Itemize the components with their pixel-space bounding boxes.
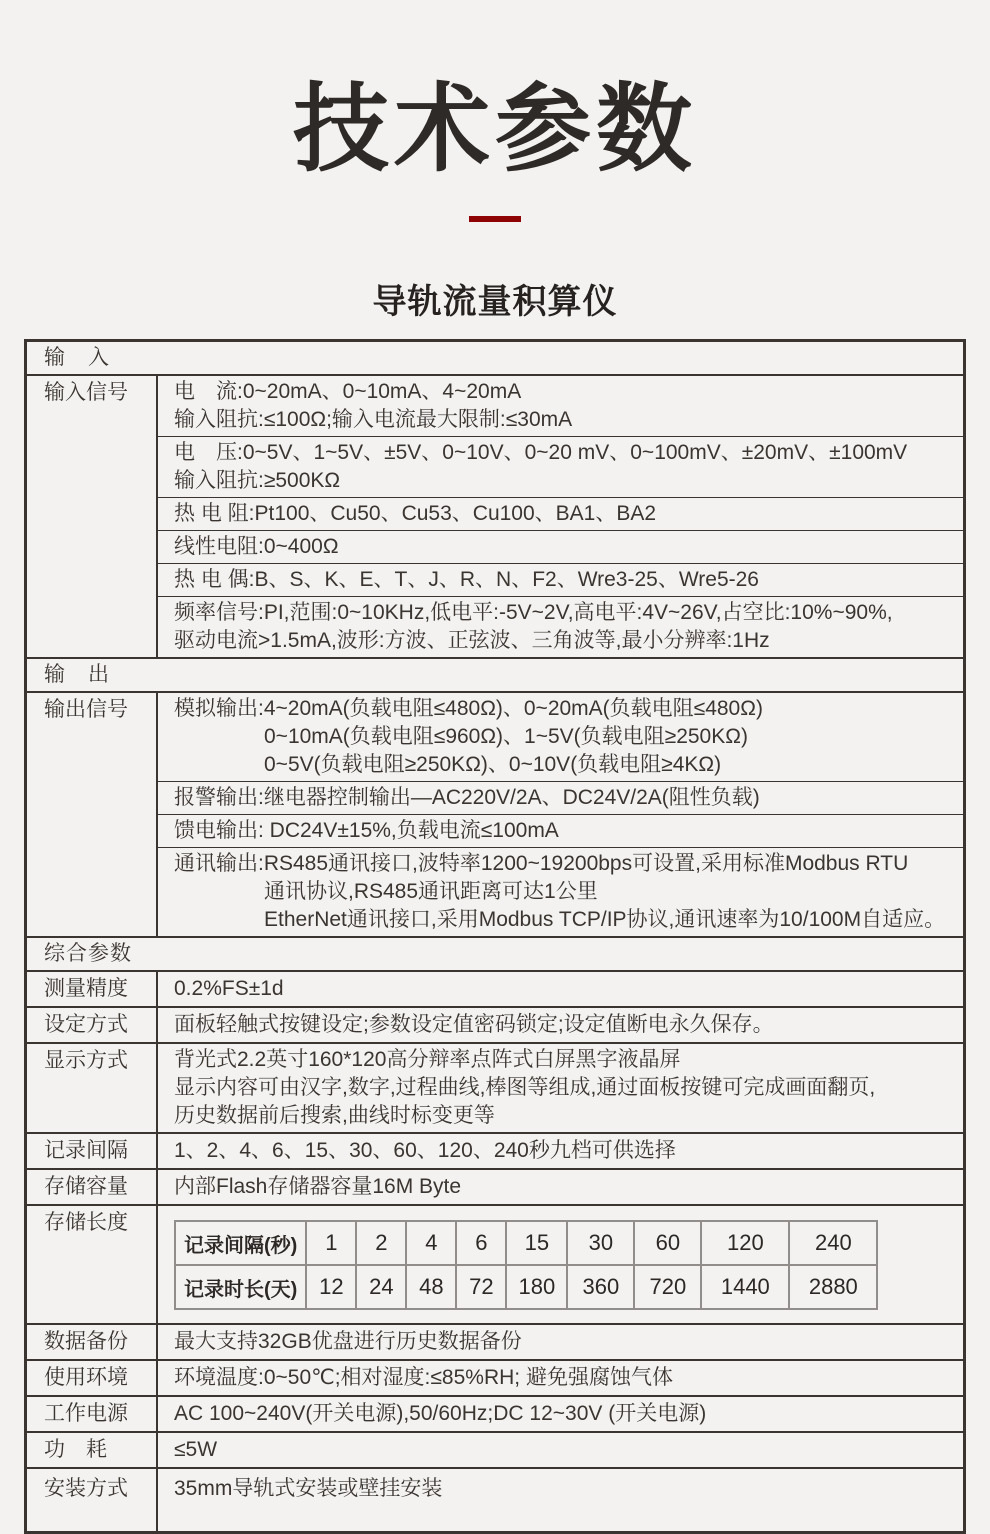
row-output-signal bbox=[27, 691, 963, 936]
subrow-voltage bbox=[158, 436, 963, 497]
row-label: 设定方式 bbox=[44, 1013, 128, 1036]
spec-line: ≤5W bbox=[156, 1433, 963, 1467]
duration-cell: 48 bbox=[406, 1265, 456, 1309]
storage-duration-label: 记录时长(天) bbox=[175, 1265, 306, 1309]
interval-cell: 4 bbox=[406, 1221, 456, 1265]
storage-interval-row bbox=[175, 1221, 877, 1265]
section-header-input bbox=[27, 342, 963, 374]
interval-cell: 6 bbox=[456, 1221, 506, 1265]
title-accent-dash bbox=[469, 216, 521, 222]
storage-duration-row bbox=[175, 1265, 877, 1309]
duration-cell: 24 bbox=[356, 1265, 406, 1309]
spec-line: 通讯输出:RS485通讯接口,波特率1200~19200bps可设置,采用标准Modbus RTU bbox=[174, 852, 909, 875]
row-label: 输入信号 bbox=[44, 381, 128, 404]
duration-cell: 72 bbox=[456, 1265, 506, 1309]
spec-line: 频率信号:PI,范围:0~10KHz,低电平:-5V~2V,高电平:4V~26V,占空比:10%~90%, bbox=[174, 601, 893, 624]
spec-line: 0~10mA(负载电阻≤960Ω)、1~5V(负载电阻≥250KΩ) bbox=[264, 725, 748, 748]
row-data-backup bbox=[27, 1323, 963, 1359]
spec-line: 历史数据前后搜索,曲线时标变更等 bbox=[174, 1104, 495, 1127]
subrow-alarm-output bbox=[158, 781, 963, 814]
section-header-label: 输 出 bbox=[44, 663, 110, 686]
spec-line: 通讯协议,RS485通讯距离可达1公里 bbox=[264, 880, 598, 903]
subrow-frequency bbox=[158, 596, 963, 657]
interval-cell: 1 bbox=[306, 1221, 356, 1265]
spec-line: AC 100~240V(开关电源),50/60Hz;DC 12~30V (开关电源) bbox=[156, 1397, 963, 1431]
row-record-interval bbox=[27, 1132, 963, 1168]
duration-cell: 360 bbox=[567, 1265, 634, 1309]
section-header-label: 综合参数 bbox=[44, 942, 132, 965]
row-value-group bbox=[156, 376, 963, 657]
row-setting-method bbox=[27, 1006, 963, 1042]
row-label: 存储容量 bbox=[44, 1175, 128, 1198]
row-power-consumption bbox=[27, 1431, 963, 1467]
duration-cell: 720 bbox=[634, 1265, 701, 1309]
subrow-linear-resistance bbox=[158, 530, 963, 563]
spec-line: 热 电 偶:B、S、K、E、T、J、R、N、F2、Wre3-25、Wre5-26 bbox=[174, 568, 759, 591]
spec-line: 内部Flash存储器容量16M Byte bbox=[156, 1170, 963, 1204]
section-header-output bbox=[27, 657, 963, 691]
spec-line: 馈电输出: DC24V±15%,负载电流≤100mA bbox=[174, 819, 559, 842]
subrow-analog-output bbox=[158, 693, 963, 781]
subrow-comm-output bbox=[158, 847, 963, 936]
spec-line: EtherNet通讯接口,采用Modbus TCP/IP协议,通讯速率为10/100M自适应。 bbox=[264, 908, 946, 931]
subrow-rtd bbox=[158, 497, 963, 530]
row-label: 测量精度 bbox=[44, 977, 128, 1000]
spec-line: 1、2、4、6、15、30、60、120、240秒九档可供选择 bbox=[156, 1134, 963, 1168]
spec-line: 电 压:0~5V、1~5V、±5V、0~10V、0~20 mV、0~100mV、±20mV、±100mV bbox=[174, 441, 908, 464]
row-environment bbox=[27, 1359, 963, 1395]
interval-cell: 15 bbox=[506, 1221, 567, 1265]
row-input-signal bbox=[27, 374, 963, 657]
subrow-feed-output bbox=[158, 814, 963, 847]
spec-line: 面板轻触式按键设定;参数设定值密码锁定;设定值断电永久保存。 bbox=[156, 1008, 963, 1042]
row-label: 记录间隔 bbox=[44, 1139, 128, 1162]
spec-line: 输入阻抗:≤100Ω;输入电流最大限制:≤30mA bbox=[174, 408, 573, 431]
interval-cell: 120 bbox=[701, 1221, 789, 1265]
row-label: 功 耗 bbox=[44, 1438, 107, 1461]
row-installation bbox=[27, 1467, 963, 1531]
row-label: 显示方式 bbox=[44, 1049, 128, 1072]
storage-table-wrap bbox=[158, 1206, 963, 1323]
page-title: 技术参数 bbox=[293, 76, 697, 183]
row-label: 存储长度 bbox=[44, 1211, 128, 1234]
duration-cell: 12 bbox=[306, 1265, 356, 1309]
spec-line: 驱动电流>1.5mA,波形:方波、正弦波、三角波等,最小分辨率:1Hz bbox=[174, 629, 770, 652]
spec-line: 显示内容可由汉字,数字,过程曲线,棒图等组成,通过面板按键可完成画面翻页, bbox=[174, 1076, 876, 1099]
spec-line: 电 流:0~20mA、0~10mA、4~20mA bbox=[174, 380, 522, 403]
subrow-display bbox=[158, 1044, 963, 1132]
duration-cell: 180 bbox=[506, 1265, 567, 1309]
spec-table bbox=[24, 339, 966, 1534]
spec-line: 35mm导轨式安装或壁挂安装 bbox=[156, 1469, 963, 1531]
row-value-group bbox=[156, 1044, 963, 1132]
row-label: 输出信号 bbox=[44, 698, 128, 721]
row-value-group bbox=[156, 1206, 963, 1323]
row-label: 工作电源 bbox=[44, 1402, 128, 1425]
row-storage-capacity bbox=[27, 1168, 963, 1204]
row-value-group bbox=[156, 693, 963, 936]
product-name-subtitle: 导轨流量积算仪 bbox=[372, 283, 618, 321]
subrow-thermocouple bbox=[158, 563, 963, 596]
spec-line: 线性电阻:0~400Ω bbox=[174, 535, 339, 558]
duration-cell: 1440 bbox=[701, 1265, 789, 1309]
subrow-current bbox=[158, 376, 963, 436]
section-header-label: 输 入 bbox=[44, 346, 110, 369]
storage-length-table bbox=[174, 1220, 878, 1310]
spec-line: 背光式2.2英寸160*120高分辩率点阵式白屏黑字液晶屏 bbox=[174, 1048, 681, 1071]
row-display-method bbox=[27, 1042, 963, 1132]
row-label: 数据备份 bbox=[44, 1330, 128, 1353]
row-power-supply bbox=[27, 1395, 963, 1431]
spec-line: 环境温度:0~50℃;相对湿度:≤85%RH; 避免强腐蚀气体 bbox=[156, 1361, 963, 1395]
interval-cell: 30 bbox=[567, 1221, 634, 1265]
interval-cell: 2 bbox=[356, 1221, 406, 1265]
header-block bbox=[0, 0, 990, 323]
row-label: 使用环境 bbox=[44, 1366, 128, 1389]
spec-line: 0~5V(负载电阻≥250KΩ)、0~10V(负载电阻≥4KΩ) bbox=[264, 753, 722, 776]
spec-line: 报警输出:继电器控制输出—AC220V/2A、DC24V/2A(阻性负载) bbox=[174, 786, 760, 809]
row-label: 安装方式 bbox=[44, 1477, 128, 1500]
row-accuracy bbox=[27, 970, 963, 1006]
spec-line: 热 电 阻:Pt100、Cu50、Cu53、Cu100、BA1、BA2 bbox=[174, 502, 657, 525]
spec-line: 模拟输出:4~20mA(负载电阻≤480Ω)、0~20mA(负载电阻≤480Ω) bbox=[174, 697, 763, 720]
spec-line: 最大支持32GB优盘进行历史数据备份 bbox=[156, 1325, 963, 1359]
storage-interval-label: 记录间隔(秒) bbox=[175, 1221, 306, 1265]
interval-cell: 60 bbox=[634, 1221, 701, 1265]
spec-line: 0.2%FS±1d bbox=[156, 972, 963, 1006]
interval-cell: 240 bbox=[789, 1221, 877, 1265]
spec-line: 输入阻抗:≥500KΩ bbox=[174, 469, 341, 492]
row-storage-length bbox=[27, 1204, 963, 1323]
duration-cell: 2880 bbox=[789, 1265, 877, 1309]
section-header-general bbox=[27, 936, 963, 970]
